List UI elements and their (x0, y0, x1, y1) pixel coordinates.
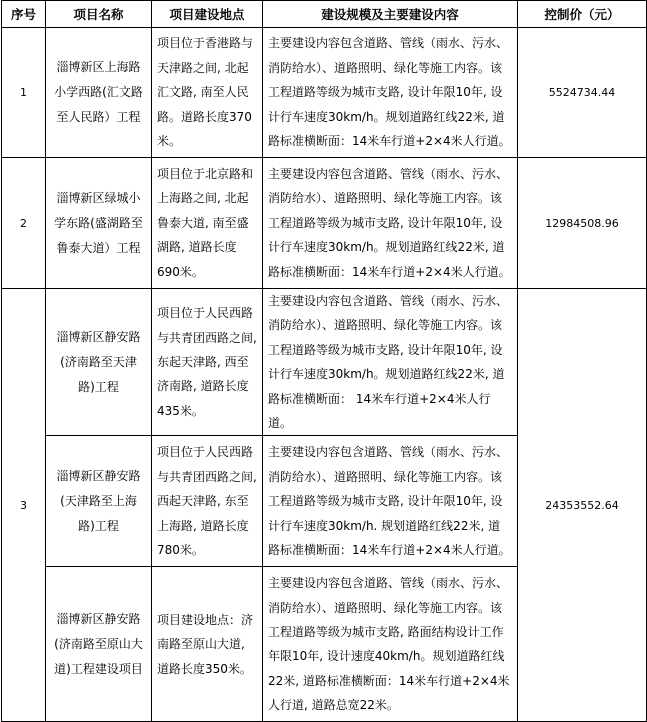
control-price: 5524734.44 (518, 28, 647, 158)
header-name: 项目名称 (46, 1, 152, 28)
project-name: 淄博新区静安路(济南路至原山大道)工程建设项目 (46, 567, 152, 722)
table-row (2, 28, 647, 158)
header-price: 控制价（元） (518, 1, 647, 28)
project-table (1, 0, 647, 722)
project-scope: 主要建设内容包含道路、管线（雨水、污水、消防给水）、道路照明、绿化等施工内容。该工程道路等级为城市支路, 设计年限10年, 设计行车速度30km/h。规划道路红线22米, 道路标准横断面：14米车行道+2×4米人行道。 (263, 28, 518, 158)
project-location: 项目建设地点：济南路至原山大道, 道路长度350米。 (152, 567, 263, 722)
header-no: 序号 (2, 1, 46, 28)
table-header-row (2, 1, 647, 28)
project-scope: 主要建设内容包含道路、管线（雨水、污水、消防给水）、道路照明、绿化等施工内容。该工程道路等级为城市支路, 设计年限10年, 设计行车速度30km/h。规划道路红线22米, 道路标准横断面： 14米车行道+2×4米人行道。 (263, 289, 518, 436)
project-scope: 主要建设内容包含道路、管线（雨水、污水、消防给水）、道路照明、绿化等施工内容。该工程道路等级为城市支路, 设计年限10年, 设计行车速度30km/h。规划道路红线22米, 道路标准横断面：14米车行道+2×4米人行道。 (263, 158, 518, 289)
project-location: 项目位于人民西路与共青团西路之间, 西起天津路, 东至上海路, 道路长度780米。 (152, 436, 263, 567)
project-name: 淄博新区上海路小学西路(汇文路至人民路）工程 (46, 28, 152, 158)
header-scope: 建设规模及主要建设内容 (263, 1, 518, 28)
project-scope: 主要建设内容包含道路、管线（雨水、污水、消防给水）、道路照明、绿化等施工内容。该工程道路等级为城市支路, 设计年限10年, 设计行车速度30km/h. 规划道路红线22米, 道路标准横断面：14米车行道+2×4米人行道。 (263, 436, 518, 567)
table-row (2, 158, 647, 289)
project-location: 项目位于人民西路与共青团西路之间, 东起天津路, 西至济南路, 道路长度435米。 (152, 289, 263, 436)
project-location: 项目位于香港路与天津路之间, 北起汇文路, 南至人民路。道路长度370米。 (152, 28, 263, 158)
project-name: 淄博新区绿城小学东路(盛湖路至鲁泰大道）工程 (46, 158, 152, 289)
row-number: 2 (2, 158, 46, 289)
row-number: 1 (2, 28, 46, 158)
project-location: 项目位于北京路和上海路之间, 北起鲁泰大道, 南至盛湖路, 道路长度690米。 (152, 158, 263, 289)
control-price: 24353552.64 (518, 289, 647, 722)
table-row (2, 289, 647, 436)
project-name: 淄博新区静安路(天津路至上海路)工程 (46, 436, 152, 567)
project-name: 淄博新区静安路(济南路至天津路)工程 (46, 289, 152, 436)
row-number: 3 (2, 289, 46, 722)
control-price: 12984508.96 (518, 158, 647, 289)
header-location: 项目建设地点 (152, 1, 263, 28)
project-scope: 主要建设内容包含道路、管线（雨水、污水、消防给水）、道路照明、绿化等施工内容。该工程道路等级为城市支路, 路面结构设计工作年限10年, 设计速度40km/h。规划道路红线22米, 道路标准横断面：14米车行道+2×4米人行道, 道路总宽22米。 (263, 567, 518, 722)
